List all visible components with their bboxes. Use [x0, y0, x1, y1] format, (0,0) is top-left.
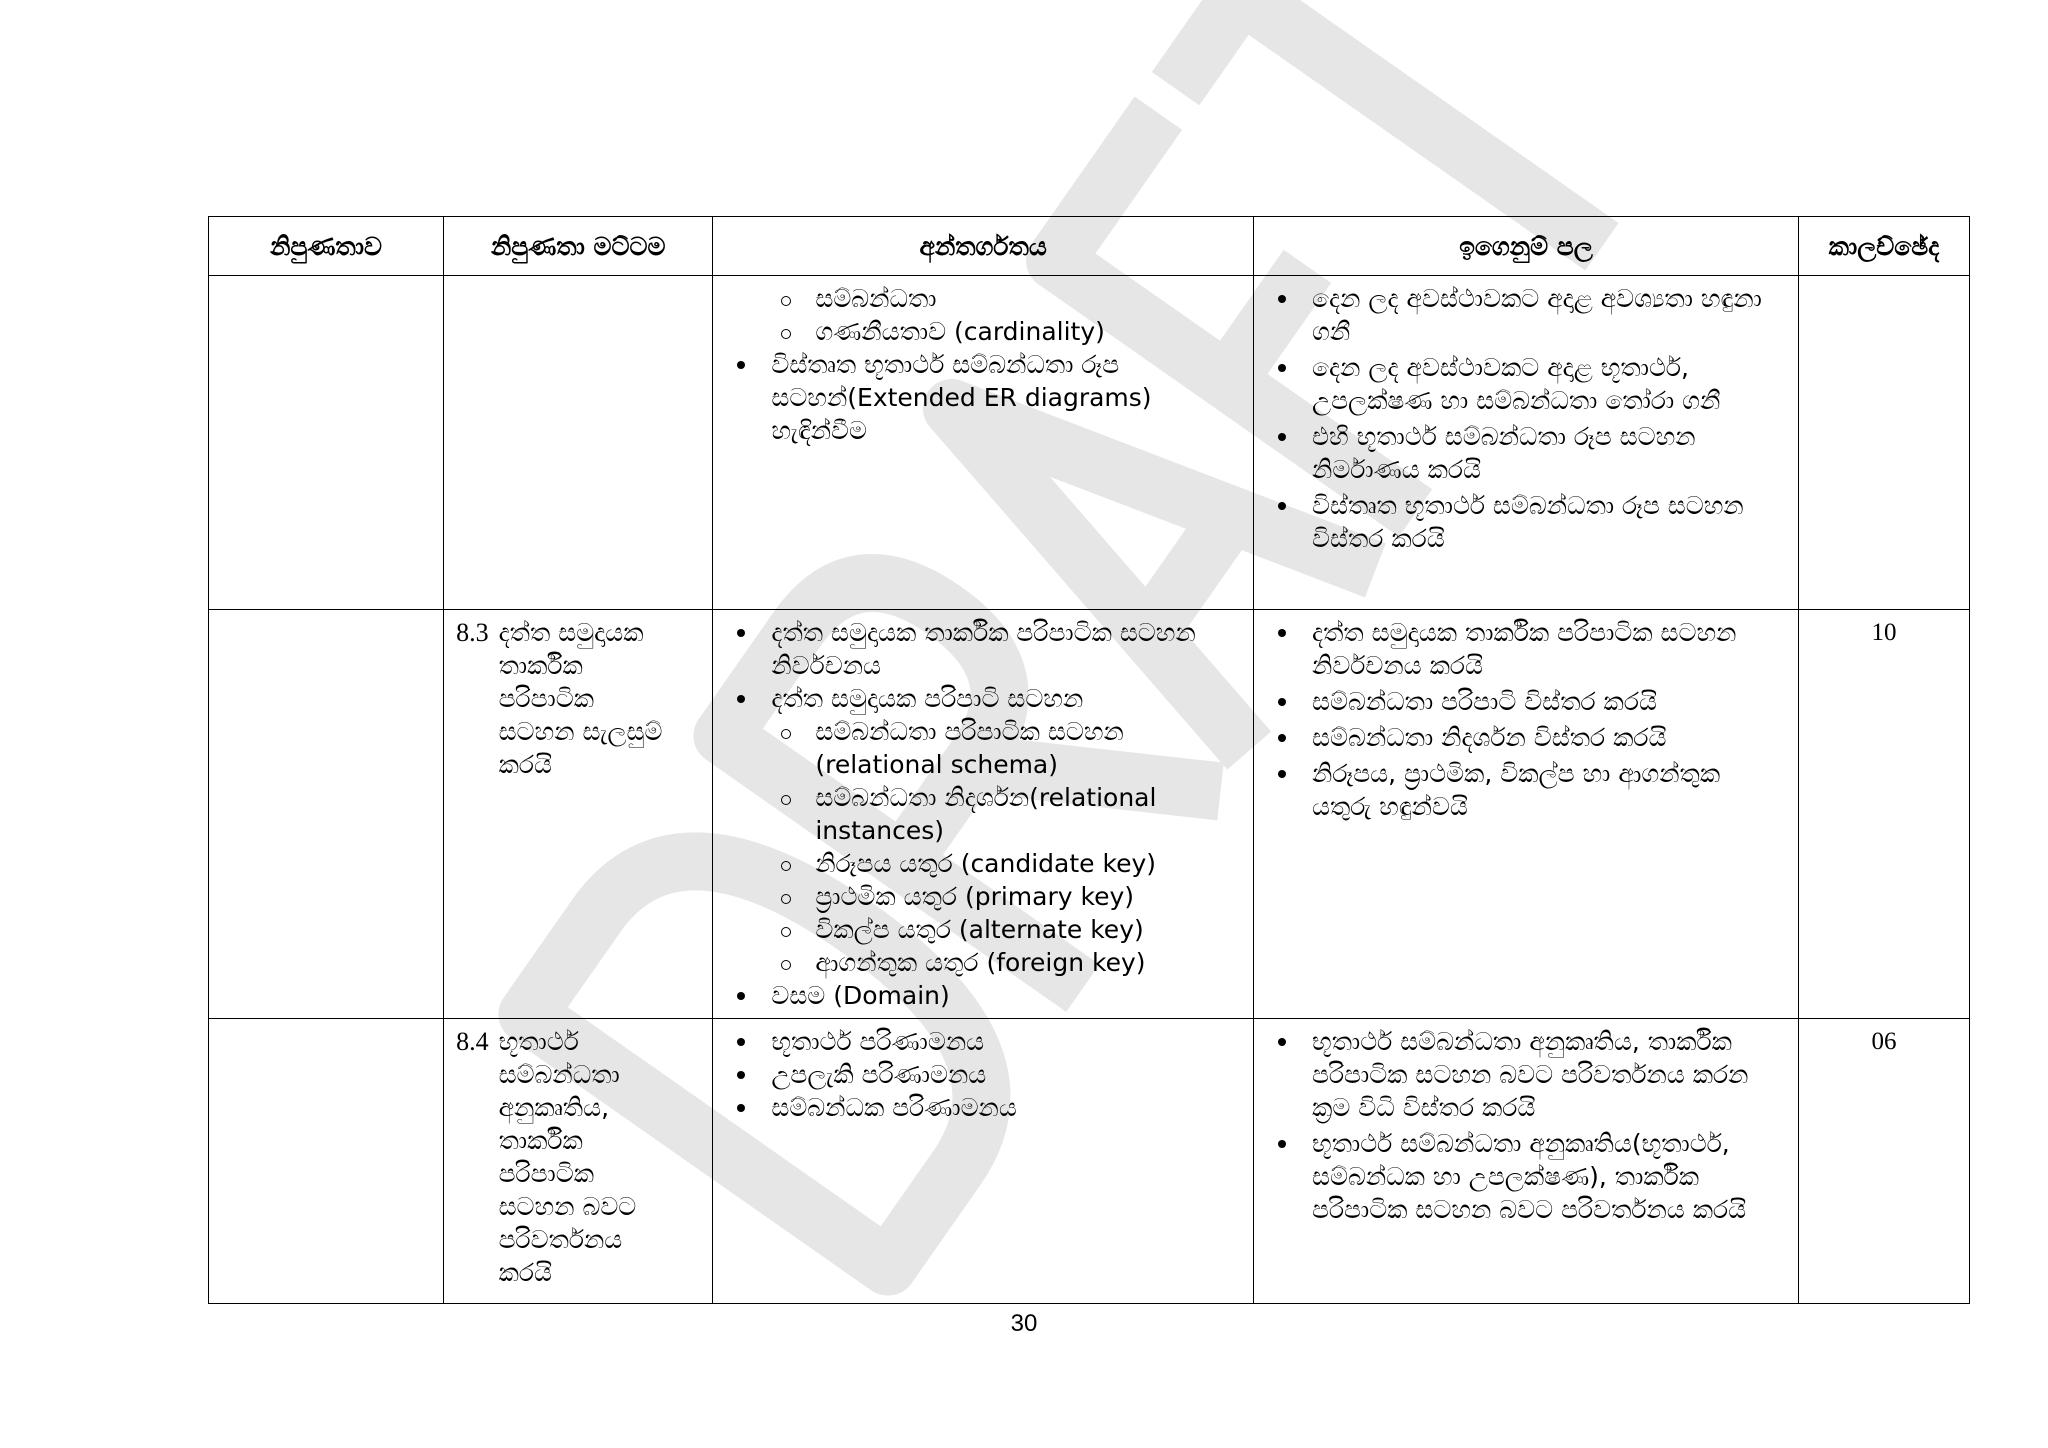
- outcomes-cell: [1254, 1019, 1799, 1304]
- level-line: පරිපාටික: [498, 684, 595, 713]
- competency-level-cell: [444, 610, 713, 1019]
- content-list: [725, 1025, 1241, 1124]
- list-item: සම්බන්ධතා: [725, 282, 1241, 315]
- list-item: සම්බන්ධතා නිදර්ශන විස්තර කරයි: [1266, 721, 1786, 754]
- level-line: පරිපාටික: [498, 1159, 595, 1188]
- list-item: ආගන්තුක යතුර (foreign key): [725, 946, 1241, 979]
- level-line: කරයි: [498, 1258, 552, 1287]
- list-item: එහි භූතාර්ථ සම්බන්ධතා රූප සටහන නිර්මාණය කරයි: [1266, 420, 1786, 486]
- level-line: සම්බන්ධතා: [498, 1060, 620, 1089]
- content-list: [725, 348, 1241, 447]
- level-line: දත්ත සමුදායක: [498, 618, 644, 647]
- list-item: විස්තෘත භූතාර්ථ සම්බන්ධතා රූප සටහන විස්තර කරයි: [1266, 489, 1786, 555]
- content-cell: [713, 610, 1254, 1019]
- level-line: භූතාර්ථ: [498, 1027, 579, 1056]
- list-item: දත්ත සමුදායක තාර්කික පරිපාටික සටහන නිර්වචනය: [725, 616, 1241, 682]
- list-item: දත්ත සමුදායක තාර්කික පරිපාටික සටහන නිර්වචනය කරයි: [1266, 616, 1786, 682]
- level-number: 8.3: [456, 618, 489, 647]
- level-number: 8.4: [456, 1027, 489, 1056]
- level-line: අනුකෘතිය,: [498, 1093, 610, 1122]
- list-item: නිරූපය, ප්‍රාථමික, විකල්ප හා ආගන්තුක යතුරු හඳුන්වයි: [1266, 757, 1786, 823]
- list-item: දෙන ලද අවස්ථාවකට අදාළ අවශ්‍යතා හඳුනා ගනී: [1266, 282, 1786, 348]
- list-item: දත්ත සමුදායක පරිපාටි සටහන: [725, 682, 1241, 715]
- outcomes-cell: [1254, 276, 1799, 610]
- periods-cell: 06: [1799, 1019, 1970, 1304]
- table-header-row: [209, 217, 1970, 276]
- list-item: වසම (Domain): [725, 979, 1241, 1012]
- competency-cell: [209, 1019, 444, 1304]
- list-item: භූතාර්ථ සම්බන්ධතා අනුකෘතිය(භූතාර්ථ, සම්බන්ධක හා උපලක්ෂණ), තාර්කික පරිපාටික සටහන බවට පරිවර්තනය කරයි: [1266, 1127, 1786, 1226]
- competency-level-cell: [444, 1019, 713, 1304]
- list-item: සම්බන්ධතා පරිපාටික සටහන (relational schema): [725, 715, 1241, 781]
- level-line: සටහන සැලසුම්: [498, 717, 663, 746]
- level-text: [499, 1025, 701, 1289]
- content-sublist: [725, 715, 1241, 979]
- table-row: [209, 1019, 1970, 1304]
- table-row: [209, 610, 1970, 1019]
- level-line: පරිවර්තනය: [498, 1225, 623, 1254]
- content-cell: [713, 276, 1254, 610]
- level-line: කරයි: [498, 750, 552, 779]
- outcomes-list: [1266, 282, 1786, 555]
- list-item: භූතාර්ථ පරිණාමනය: [725, 1025, 1241, 1058]
- list-item: ගණනීයතාව (cardinality): [725, 315, 1241, 348]
- level-text: [499, 616, 701, 781]
- header-learning-outcomes: ඉගෙනුම් පල: [1254, 217, 1799, 276]
- content-cell: [713, 1019, 1254, 1304]
- header-competency-level: නිපුණතා මට්ටම: [444, 217, 713, 276]
- syllabus-table: [208, 216, 1970, 1304]
- list-item: භූතාර්ථ සම්බන්ධතා අනුකෘතිය, තාර්කික පරිපාටික සටහන බවට පරිවර්තනය කරන ක්‍රම විධි විස්තර කරයි: [1266, 1025, 1786, 1124]
- list-item: නිරූපය යතුර (candidate key): [725, 847, 1241, 880]
- list-item: දෙන ලද අවස්ථාවකට අදාළ භූතාර්ථ, උපලක්ෂණ හා සම්බන්ධතා තෝරා ගනී: [1266, 351, 1786, 417]
- outcomes-cell: [1254, 610, 1799, 1019]
- periods-cell: [1799, 276, 1970, 610]
- table-row: [209, 276, 1970, 610]
- periods-cell: 10: [1799, 610, 1970, 1019]
- level-line: සටහන බවට: [498, 1192, 637, 1221]
- page-number: 30: [1010, 1310, 1038, 1337]
- list-item: සම්බන්ධතා පරිපාටි විස්තර කරයි: [1266, 685, 1786, 718]
- competency-cell: [209, 610, 444, 1019]
- list-item: සම්බන්ධක පරිණාමනය: [725, 1091, 1241, 1124]
- header-competency: නිපුණතාව: [209, 217, 444, 276]
- list-item: සම්බන්ධතා නිදර්ශන(relational instances): [725, 781, 1241, 847]
- content-list: [725, 979, 1241, 1012]
- competency-level-cell: [444, 276, 713, 610]
- level-line: තාර්කික: [498, 1126, 583, 1155]
- competency-cell: [209, 276, 444, 610]
- content-list: [725, 616, 1241, 715]
- level-line: තාර්කික: [498, 651, 583, 680]
- list-item: ප්‍රාථමික යතුර (primary key): [725, 880, 1241, 913]
- header-periods: කාලච්ඡේද: [1799, 217, 1970, 276]
- outcomes-list: [1266, 616, 1786, 823]
- content-sublist: [725, 282, 1241, 348]
- outcomes-list: [1266, 1025, 1786, 1226]
- list-item: උපලැකි පරිණාමනය: [725, 1058, 1241, 1091]
- list-item: විකල්ප යතුර (alternate key): [725, 913, 1241, 946]
- list-item: විස්තෘත භූතාර්ථ සම්බන්ධතා රූප සටහන්(Extended ER diagrams) හැඳින්වීම: [725, 348, 1241, 447]
- header-content: අන්තර්ගතය: [713, 217, 1254, 276]
